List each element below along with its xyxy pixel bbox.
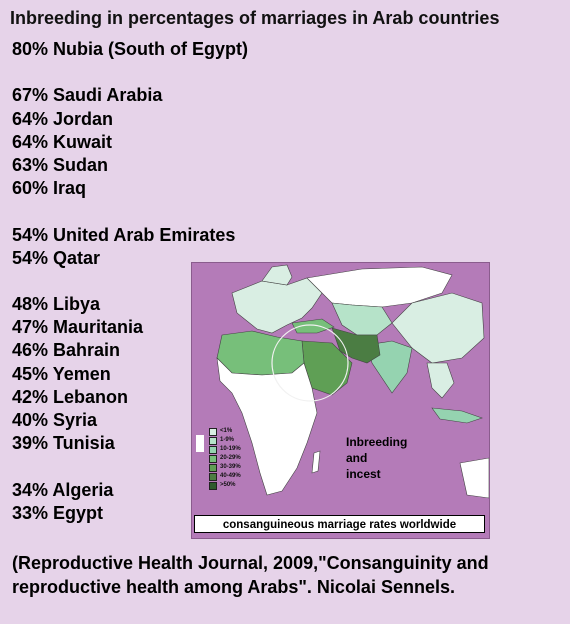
map-caption: consanguineous marriage rates worldwide [194,515,485,533]
legend-label: 40-49% [220,473,241,479]
map-label-line-2: and [346,451,368,465]
legend-swatch [209,464,217,472]
scandinavia-shape [262,265,292,285]
legend-item [209,463,241,472]
legend-item [209,472,241,481]
indonesia-shape [432,408,482,423]
country-percentage-row: 42% Lebanon [12,386,129,407]
legend-item [209,481,241,490]
country-percentage-row: 60% Iraq [12,178,87,199]
central-asia-shape [332,303,392,335]
country-percentage-row: 34% Algeria [12,479,114,500]
map-label-line-1: Inbreeding [346,435,408,449]
legend-label: 1-9% [220,437,235,443]
legend-swatch [209,437,217,445]
southeast-asia-shape [427,363,454,398]
country-percentage-row: 45% Yemen [12,363,111,384]
legend-item [209,454,241,463]
madagascar-shape [312,451,320,473]
legend-marker-block [196,435,204,452]
country-percentage-row: 46% Bahrain [12,340,121,361]
australia-shape [460,458,489,498]
country-percentage-row: 64% Kuwait [12,131,113,152]
legend-label: >50% [220,482,236,488]
legend-item [209,427,241,436]
legend-swatch [209,473,217,481]
north-africa-shape [217,331,304,375]
list-spacer [12,61,312,84]
legend-swatch [209,446,217,454]
legend-label: 10-19% [220,446,241,452]
legend-swatch [209,482,217,490]
map-label-line-3: incest [346,467,381,481]
map-legend [209,427,241,490]
consanguinity-world-map [191,262,490,539]
legend-label: <1% [220,428,233,434]
country-percentage-row: 64% Jordan [12,108,114,129]
legend-item [209,445,241,454]
country-percentage-row: 47% Mauritania [12,317,144,338]
legend-label: 30-39% [220,464,241,470]
country-percentage-row: 54% United Arab Emirates [12,224,236,245]
country-percentage-row: 67% Saudi Arabia [12,85,163,106]
country-percentage-row: 80% Nubia (South of Egypt) [12,39,248,59]
page-title: Inbreeding in percentages of marriages in Arab countries [10,8,500,28]
legend-swatch [209,428,217,436]
legend-swatch [209,455,217,463]
country-percentage-row: 63% Sudan [12,154,109,175]
country-percentage-row: 54% Qatar [12,247,101,268]
map-graphic [192,263,489,538]
country-percentage-row: 39% Tunisia [12,433,115,454]
legend-label: 20-29% [220,455,241,461]
country-percentage-row: 48% Libya [12,294,101,315]
turkey-shape [292,319,334,333]
country-percentage-row: 40% Syria [12,410,98,430]
map-overlay-label [346,434,407,482]
legend-item [209,436,241,445]
list-spacer [12,200,312,223]
country-percentage-row: 33% Egypt [12,502,104,523]
citation-text: (Reproductive Health Journal, 2009,"Consanguinity and reproductive health among Arabs". Nicolai Sennels. [12,553,489,597]
